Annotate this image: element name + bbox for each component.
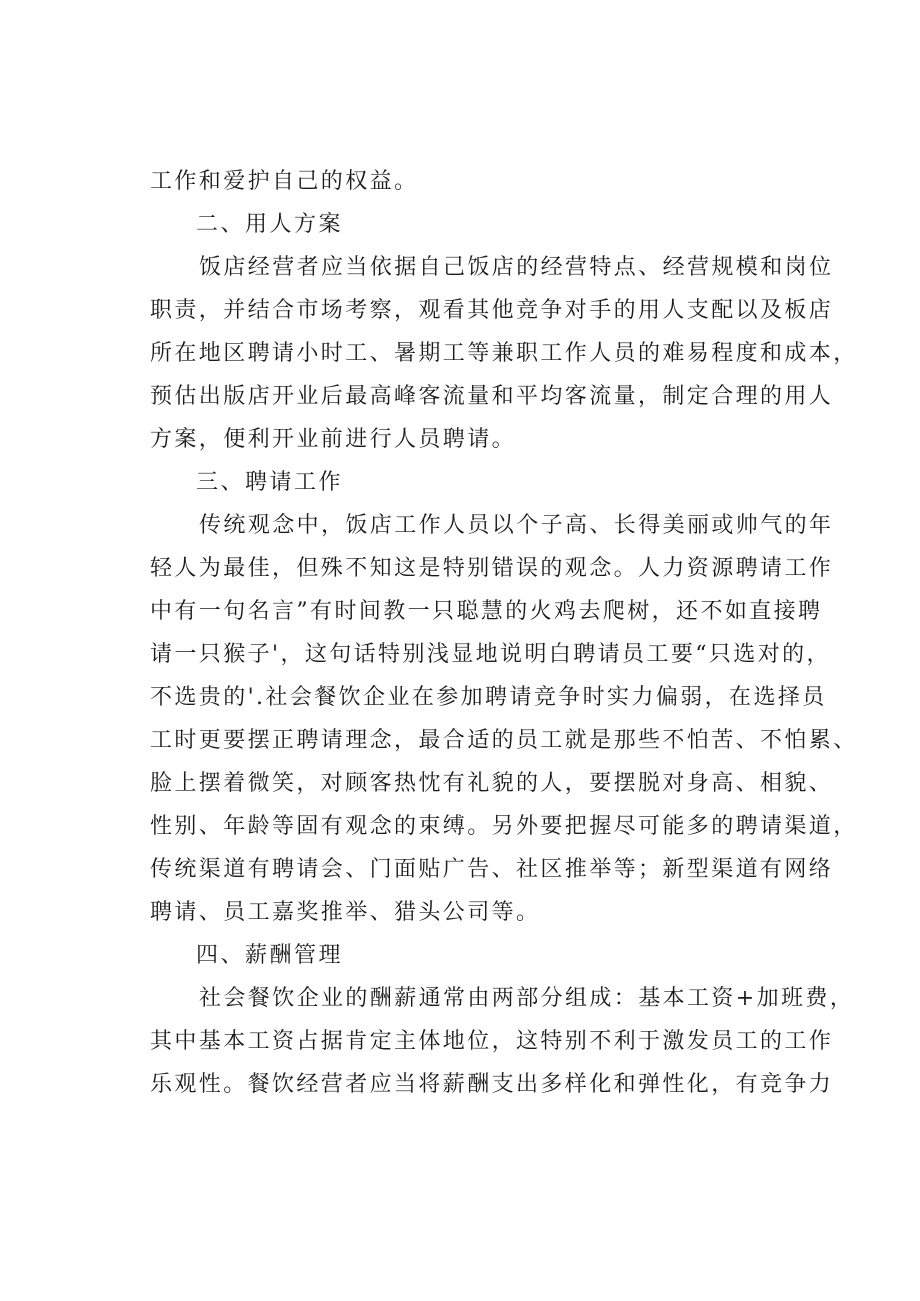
paragraph-line: 不选贵的'.社会餐饮企业在参加聘请竞争时实力偏弱，在选择员 xyxy=(150,685,827,710)
paragraph-line: 乐观性。餐饮经营者应当将薪酬支出多样化和弹性化，有竞争力 xyxy=(150,1072,834,1097)
paragraph-line: 职责，并结合市场考察，观看其他竞争对手的用人支配以及板店 xyxy=(150,298,834,323)
section-heading-recruitment: 三、聘请工作 xyxy=(196,470,344,495)
paragraph-line: 工时更要摆正聘请理念，最合适的员工就是那些不怕苦、不怕累、 xyxy=(150,728,858,753)
paragraph-line: 中有一句名言”有时间教一只聪慧的火鸡去爬树，还不如直接聘 xyxy=(150,599,823,624)
paragraph-line: 其中基本工资占据肯定主体地位，这特别不利于激发员工的工作 xyxy=(150,1029,834,1054)
paragraph-line: 预估出版店开业后最高峰客流量和平均客流量，制定合理的用人 xyxy=(150,384,834,409)
paragraph-line: 传统渠道有聘请会、门面贴广告、社区推举等；新型渠道有网络 xyxy=(150,857,834,882)
paragraph-line: 方案，便利开业前进行人员聘请。 xyxy=(150,427,517,452)
paragraph-line: 工作和爱护自己的权益。 xyxy=(150,169,419,194)
paragraph-line: 性别、年龄等固有观念的束缚。另外要把握尽可能多的聘请渠道， xyxy=(150,814,858,839)
section-heading-compensation: 四、薪酬管理 xyxy=(196,943,344,968)
paragraph-line: 所在地区聘请小时工、暑期工等兼职工作人员的难易程度和成本， xyxy=(150,341,858,366)
paragraph-line: 脸上摆着微笑，对顾客热忱有礼貌的人，要摆脱对身高、相貌、 xyxy=(150,771,834,796)
paragraph-line: 传统观念中，饭店工作人员以个子高、长得美丽或帅气的年 xyxy=(199,513,834,538)
paragraph-line: 请一只猴子'，这句话特别浅显地说明白聘请员工要“只选对的， xyxy=(150,642,831,667)
paragraph-line: 聘请、员工嘉奖推举、猎头公司等。 xyxy=(150,900,541,925)
paragraph-line: 轻人为最佳，但殊不知这是特别错误的观念。人力资源聘请工作 xyxy=(150,556,834,581)
paragraph-line: 社会餐饮企业的酬薪通常由两部分组成：基本工资+加班费， xyxy=(199,986,855,1011)
paragraph-line: 饭店经营者应当依据自己饭店的经营特点、经营规模和岗位 xyxy=(199,255,834,280)
section-heading-staffing-plan: 二、用人方案 xyxy=(196,212,344,237)
